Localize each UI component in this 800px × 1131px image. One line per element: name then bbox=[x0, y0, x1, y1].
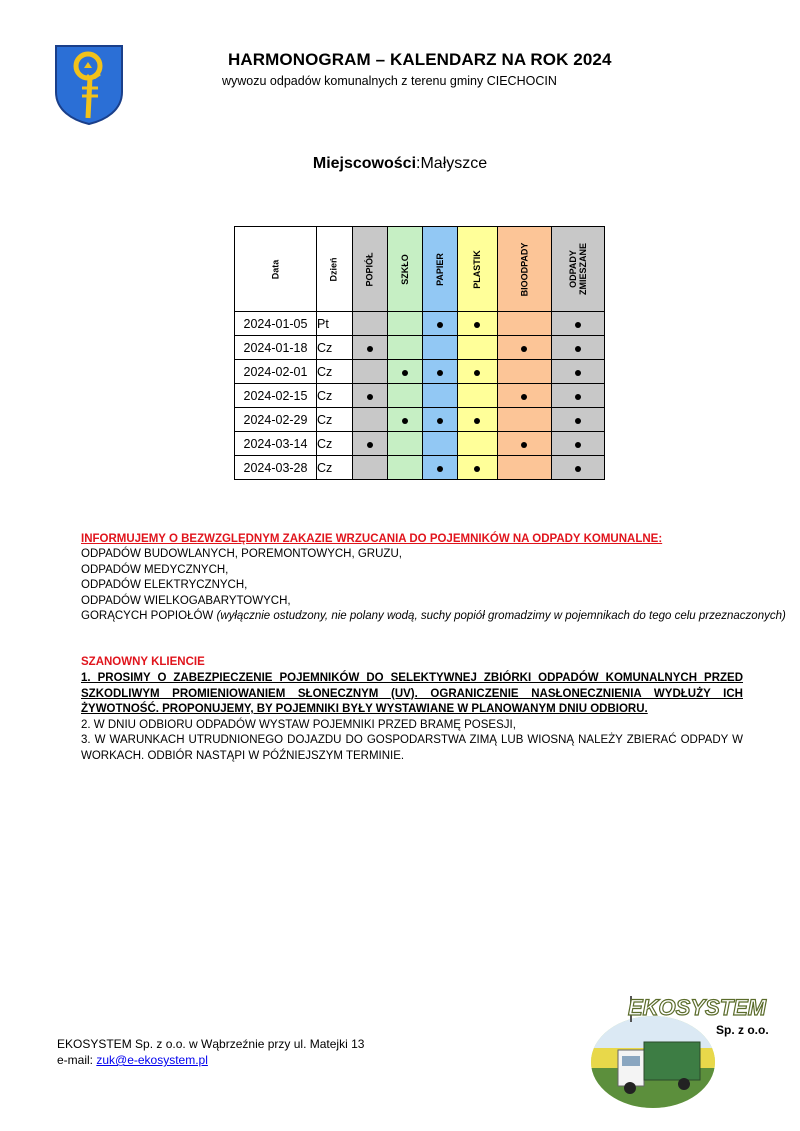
collection-cell bbox=[353, 432, 388, 456]
collection-cell bbox=[497, 312, 552, 336]
collection-cell bbox=[353, 312, 388, 336]
collection-cell bbox=[458, 360, 498, 384]
collection-cell bbox=[497, 384, 552, 408]
warning-list bbox=[81, 547, 786, 625]
collection-dot bbox=[437, 370, 443, 376]
collection-cell bbox=[552, 408, 605, 432]
collection-dot bbox=[521, 442, 527, 448]
ekosystem-logo bbox=[588, 990, 778, 1110]
warning-item: ODPADÓW MEDYCZNYCH, bbox=[81, 563, 229, 576]
table-row bbox=[235, 336, 605, 360]
collection-dot bbox=[474, 466, 480, 472]
date-cell: 2024-03-28 bbox=[235, 456, 317, 480]
collection-cell bbox=[423, 384, 458, 408]
collection-cell bbox=[423, 408, 458, 432]
header-mixed: ODPADY ZMIESZANE bbox=[552, 227, 605, 312]
date-cell: 2024-01-05 bbox=[235, 312, 317, 336]
locality-value: :Małyszce bbox=[416, 155, 488, 172]
client-note-1: 1. PROSIMY O ZABEZPIECZENIE POJEMNIKÓW DO SELEKTYWNEJ ZBIÓRKI ODPADÓW KOMUNALNYCH PRZED SZKODLIWYM PROMIENIOWANIEM SŁONECZNYM (UV). OGRANICZENIE NASŁONECZNIENIA WYDŁUŻY ICH ŻYWOTNOŚĆ. PROPONUJEMY, BY POJEMNIKI BYŁY WYSTAWIANE W PLANOWANYM DNIU ODBIORU. bbox=[81, 672, 743, 716]
footer bbox=[57, 1036, 364, 1068]
collection-cell bbox=[458, 432, 498, 456]
header-date: Data bbox=[235, 227, 317, 312]
collection-cell bbox=[458, 312, 498, 336]
collection-dot bbox=[575, 322, 581, 328]
collection-cell bbox=[552, 312, 605, 336]
logo-wordmark: EKOSYSTEM bbox=[628, 995, 767, 1020]
collection-dot bbox=[367, 394, 373, 400]
collection-cell bbox=[388, 408, 423, 432]
date-cell: 2024-02-01 bbox=[235, 360, 317, 384]
header-glass: SZKŁO bbox=[388, 227, 423, 312]
collection-dot bbox=[521, 394, 527, 400]
collection-cell bbox=[458, 336, 498, 360]
collection-cell bbox=[552, 336, 605, 360]
locality-label: Miejscowości bbox=[312, 155, 417, 172]
date-cell: 2024-01-18 bbox=[235, 336, 317, 360]
collection-cell bbox=[497, 432, 552, 456]
collection-dot bbox=[575, 346, 581, 352]
collection-dot bbox=[521, 346, 527, 352]
collection-cell bbox=[497, 336, 552, 360]
collection-dot bbox=[474, 322, 480, 328]
collection-cell bbox=[353, 360, 388, 384]
collection-dot bbox=[437, 466, 443, 472]
warning-item: ODPADÓW ELEKTRYCZNYCH, bbox=[81, 579, 248, 592]
collection-cell bbox=[458, 408, 498, 432]
table-row bbox=[235, 312, 605, 336]
day-cell: Pt bbox=[317, 312, 353, 336]
table-row bbox=[235, 384, 605, 408]
collection-cell bbox=[353, 336, 388, 360]
day-cell: Cz bbox=[317, 360, 353, 384]
collection-cell bbox=[388, 384, 423, 408]
collection-cell bbox=[497, 456, 552, 480]
table-row bbox=[235, 408, 605, 432]
collection-cell bbox=[423, 456, 458, 480]
table-row bbox=[235, 360, 605, 384]
client-heading: SZANOWNY KLIENCIE bbox=[81, 656, 205, 668]
collection-dot bbox=[575, 466, 581, 472]
collection-dot bbox=[402, 370, 408, 376]
collection-cell bbox=[388, 312, 423, 336]
warning-item-ash: GORĄCYCH POPIOŁÓW (wyłącznie ostudzony, nie polany wodą, suchy popiół gromadzimy w pojemnikach do tego celu przeznaczonych) bbox=[81, 610, 786, 623]
collection-dot bbox=[367, 442, 373, 448]
page-subtitle: wywozu odpadów komunalnych z terenu gminy CIECHOCIN bbox=[222, 74, 557, 88]
collection-cell bbox=[423, 312, 458, 336]
client-note-2: 2. W DNIU ODBIORU ODPADÓW WYSTAW POJEMNIKI PRZED BRAMĘ POSESJI, bbox=[81, 718, 516, 731]
collection-dot bbox=[575, 442, 581, 448]
collection-cell bbox=[423, 336, 458, 360]
email-link[interactable]: zuk@e-ekosystem.pl bbox=[96, 1053, 208, 1067]
collection-dot bbox=[437, 322, 443, 328]
warning-item: ODPADÓW BUDOWLANYCH, POREMONTOWYCH, GRUZU, bbox=[81, 548, 402, 560]
day-cell: Cz bbox=[317, 432, 353, 456]
company-address: EKOSYSTEM Sp. z o.o. w Wąbrzeźnie przy ul. Matejki 13 bbox=[57, 1037, 365, 1051]
collection-cell bbox=[552, 432, 605, 456]
collection-dot bbox=[474, 370, 480, 376]
day-cell: Cz bbox=[317, 384, 353, 408]
warning-heading: INFORMUJEMY O BEZWZGLĘDNYM ZAKAZIE WRZUCANIA DO POJEMNIKÓW NA ODPADY KOMUNALNE: bbox=[81, 533, 663, 545]
collection-cell bbox=[458, 456, 498, 480]
table-row bbox=[235, 456, 605, 480]
collection-cell bbox=[353, 408, 388, 432]
collection-dot bbox=[575, 370, 581, 376]
collection-dot bbox=[402, 418, 408, 424]
collection-cell bbox=[388, 432, 423, 456]
collection-dot bbox=[367, 346, 373, 352]
collection-dot bbox=[437, 418, 443, 424]
collection-dot bbox=[575, 394, 581, 400]
ash-note: (wyłącznie ostudzony, nie polany wodą, suchy popiół gromadzimy w pojemnikach do tego celu przeznaczonych) bbox=[216, 610, 786, 623]
page-title: HARMONOGRAM – KALENDARZ NA ROK 2024 bbox=[228, 50, 612, 69]
header-paper: PAPIER bbox=[423, 227, 458, 312]
collection-dot bbox=[575, 418, 581, 424]
collection-cell bbox=[423, 360, 458, 384]
collection-cell bbox=[497, 360, 552, 384]
warning-item: ODPADÓW WIELKOGABARYTOWYCH, bbox=[81, 594, 291, 607]
logo-suffix: Sp. z o.o. bbox=[716, 1023, 769, 1037]
day-cell: Cz bbox=[317, 408, 353, 432]
collection-cell bbox=[552, 384, 605, 408]
day-cell: Cz bbox=[317, 336, 353, 360]
header-plastic: PLASTIK bbox=[458, 227, 498, 312]
client-notes bbox=[81, 671, 743, 765]
collection-cell bbox=[388, 360, 423, 384]
collection-cell bbox=[552, 360, 605, 384]
collection-cell bbox=[353, 384, 388, 408]
table-row bbox=[235, 432, 605, 456]
date-cell: 2024-02-29 bbox=[235, 408, 317, 432]
client-note-3: 3. W WARUNKACH UTRUDNIONEGO DOJAZDU DO GOSPODARSTWA ZIMĄ LUB WIOSNĄ NALEŻY ZBIERAĆ ODPADY W WORKACH. ODBIÓR NASTĄPI W PÓŹNIEJSZYM TERMINIE. bbox=[81, 734, 743, 762]
collection-dot bbox=[474, 418, 480, 424]
collection-cell bbox=[388, 336, 423, 360]
date-cell: 2024-02-15 bbox=[235, 384, 317, 408]
day-cell: Cz bbox=[317, 456, 353, 480]
date-cell: 2024-03-14 bbox=[235, 432, 317, 456]
collection-cell bbox=[552, 456, 605, 480]
collection-cell bbox=[458, 384, 498, 408]
header-day: Dzień bbox=[317, 227, 353, 312]
locality-line bbox=[0, 155, 800, 173]
table-header-row bbox=[235, 227, 605, 312]
collection-cell bbox=[497, 408, 552, 432]
municipality-crest bbox=[54, 44, 124, 126]
collection-cell bbox=[423, 432, 458, 456]
contact-email-line: e-mail: zuk@e-ekosystem.pl bbox=[57, 1053, 208, 1067]
schedule-table bbox=[234, 226, 605, 480]
header-bio: BIOODPADY bbox=[497, 227, 552, 312]
header-ash: POPIÓŁ bbox=[353, 227, 388, 312]
collection-cell bbox=[388, 456, 423, 480]
collection-cell bbox=[353, 456, 388, 480]
